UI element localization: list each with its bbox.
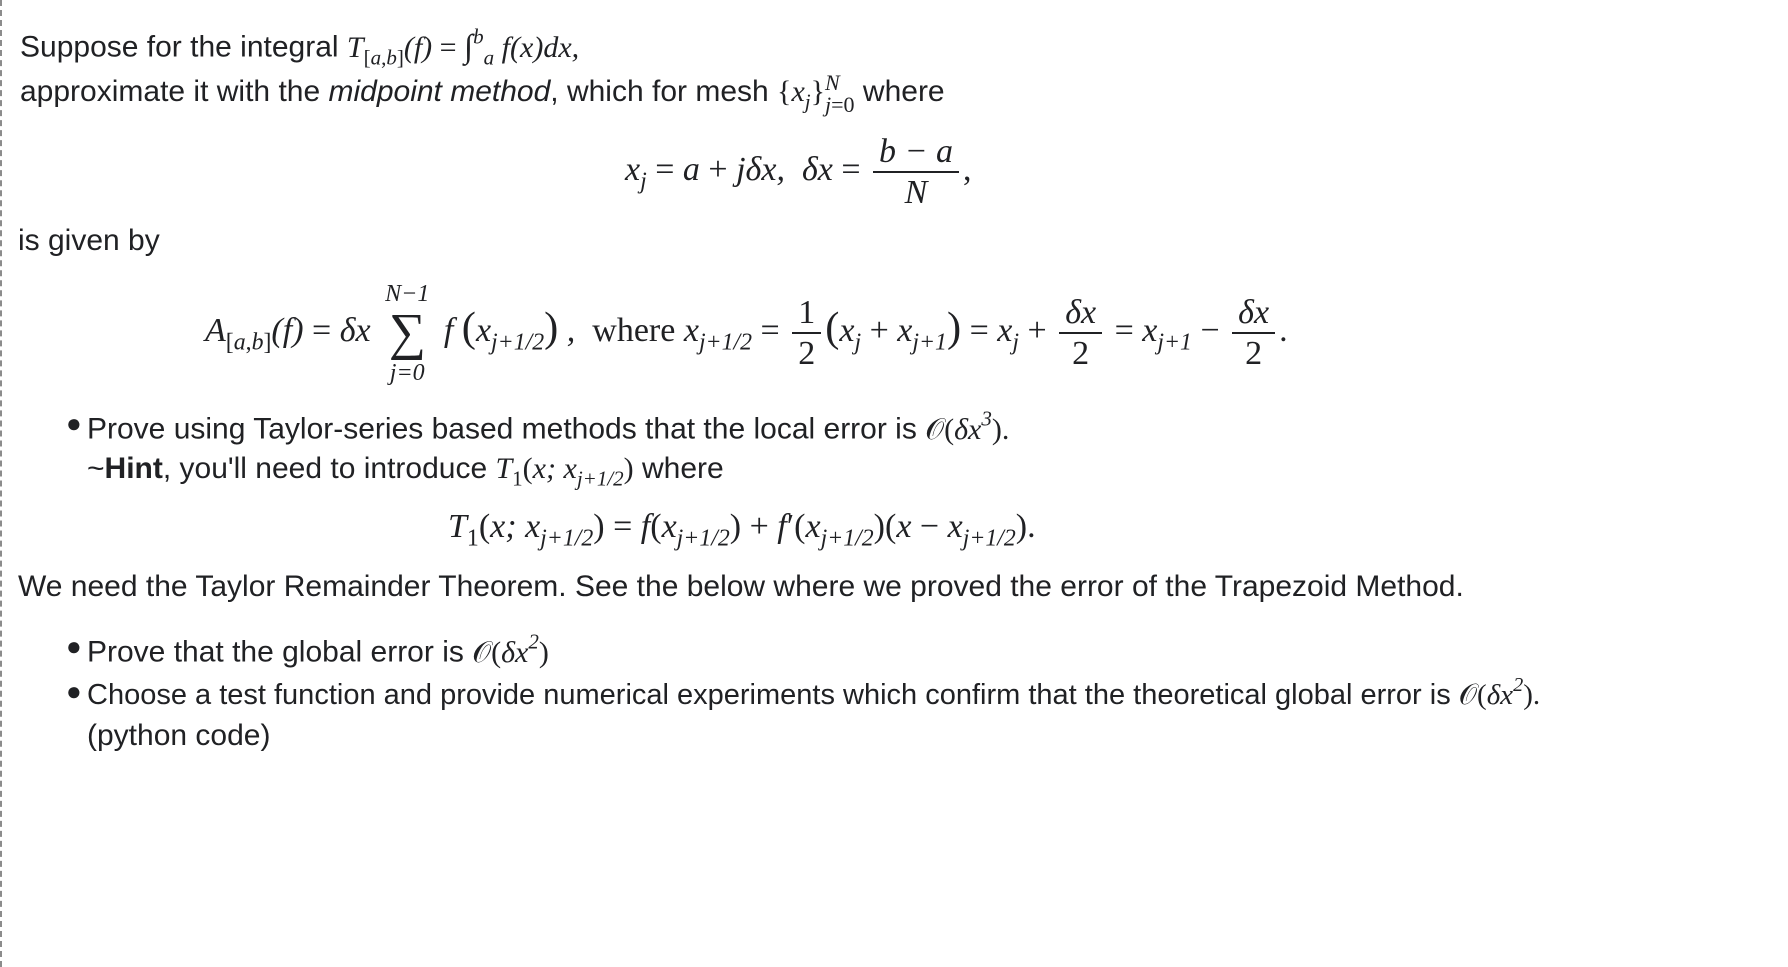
intro-suppose-text: Suppose for the integral [20, 30, 347, 64]
hint-text: , you'll need to introduce [162, 452, 496, 485]
method-name: midpoint method [328, 74, 551, 108]
bullet-marker-3: ● [66, 676, 82, 706]
half-numerator: 1 [792, 293, 821, 334]
sum-lower-limit: j=0 [389, 359, 425, 386]
half-denominator: 2 [798, 335, 816, 373]
summation-symbol: N−1 ∑ j=0 [385, 281, 430, 386]
mesh-expression: $\{x_j\}$ N j=0 [777, 70, 855, 117]
midpoint-approximation-equation: $A_{[a,b]}(f) = \delta x$ N−1 ∑ j=0 f $(x_{j+1/2})$ , where $x_{j+1/2}$ = $\frac{1}{2}$ $(x_j + x_{j+1}) = x_j$ + $\frac{\delta x}{2}$ = $x_{j+1}$ − $\frac{\delta x}{2}$ . [205, 281, 1288, 386]
intro-line-2 [20, 72, 945, 116]
where-text: where [862, 74, 945, 108]
dx-half-fraction-1 [1059, 293, 1102, 373]
dx-denominator-1: 2 [1072, 335, 1090, 373]
given-by-text: is given by [18, 224, 160, 257]
hint-prefix: ~ [87, 452, 105, 485]
bullet-2-text: Prove that the global error is [87, 635, 473, 669]
left-dashed-border [0, 0, 2, 967]
hint-bold-label: Hint [104, 452, 163, 485]
sum-upper-limit: N−1 [385, 281, 430, 307]
mesh-step-numerator: b − a [873, 132, 959, 173]
approx-suffix: , which for mesh [550, 74, 778, 108]
bullet-marker-1: ● [66, 408, 82, 438]
mesh-step-denominator: N [904, 174, 928, 212]
dx-numerator-2: δx [1232, 293, 1275, 334]
document-body [20, 0, 1788, 967]
bullet-item-local-error [87, 406, 1009, 447]
python-code-note: (python code) [87, 719, 271, 752]
bullet-marker-2: ● [66, 631, 82, 661]
dx-numerator-1: δx [1059, 293, 1102, 334]
theoretical-error-order: $𝒪(\delta x^2)$. [1458, 674, 1541, 712]
approx-prefix: approximate it with the [20, 74, 329, 108]
local-error-order: $𝒪(\delta x^3)$. [925, 406, 1010, 446]
taylor-definition-equation: $T_1(x$; $x_{j+1/2}) = f(x_{j+1/2}) + f'(x_{j+1/2})(x - x_{j+1/2})$. [448, 508, 1036, 552]
mesh-definition-equation: $x_j = a + j\delta x$, δx = $\frac{b - a}{N}$ , [625, 133, 972, 212]
bullet-item-numerical-experiments [87, 674, 1540, 712]
bullet-item-global-error [87, 629, 549, 670]
dx-half-fraction-2 [1232, 293, 1275, 373]
intro-line-1 [20, 24, 579, 70]
where-word: where [592, 312, 676, 350]
global-error-order: $𝒪(\delta x^2)$ [472, 629, 549, 669]
bullet-1-text: Prove using Taylor-series based methods that the local error is [87, 412, 926, 446]
integral-expression: $T_{[a,b]}(f) = \int^b_a$ f(x)dx, [346, 24, 580, 69]
hint-taylor-expression: $T_1(x$; $x_{j+1/2}$) [495, 452, 634, 491]
hint-line [87, 452, 724, 491]
taylor-remainder-note: We need the Taylor Remainder Theorem. See the below where we proved the error of the Trapezoid Method. [18, 570, 1464, 603]
mesh-step-fraction [873, 132, 959, 212]
half-fraction [792, 293, 821, 373]
hint-suffix: where [633, 452, 724, 485]
bullet-3-text: Choose a test function and provide numerical experiments which confirm that the theoretical global error is [87, 679, 1459, 712]
dx-denominator-2: 2 [1245, 335, 1263, 373]
